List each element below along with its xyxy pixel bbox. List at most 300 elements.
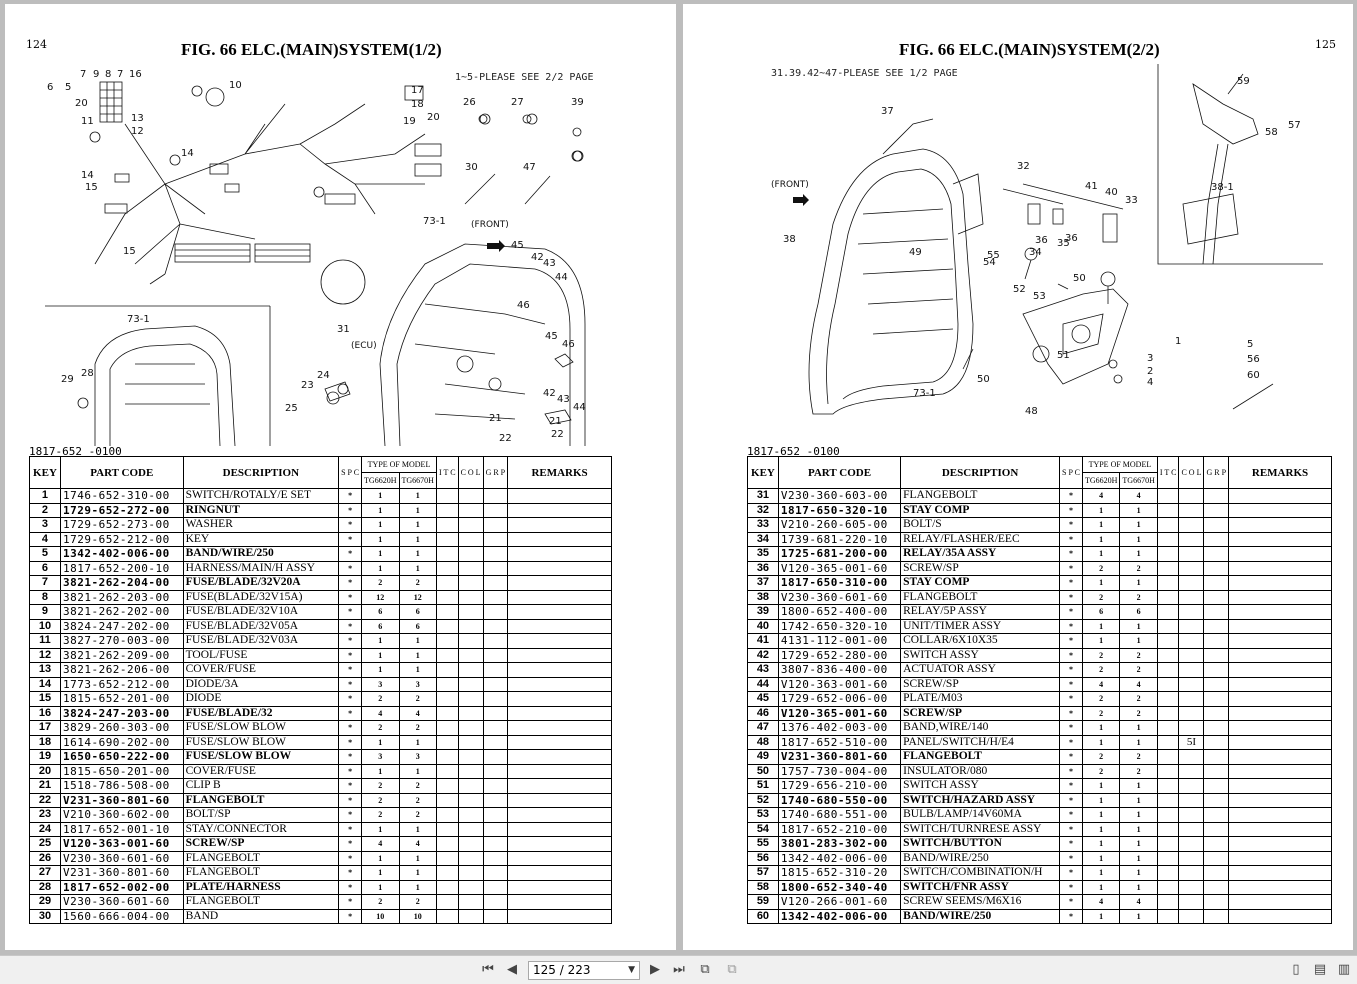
row-key: 21 [30,779,61,794]
row-part-code: V120-266-001-60 [778,895,900,910]
row-qty-model-2: 2 [399,692,436,707]
parts-table-body [30,489,612,924]
table-row [748,721,1332,736]
row-col [1179,750,1204,765]
row-spc: * [339,576,362,591]
row-qty-model-1: 1 [1082,909,1119,924]
row-col [458,779,483,794]
header-model-2: TG6670H [1120,473,1157,489]
row-key: 51 [748,779,779,794]
row-itc [436,793,458,808]
row-col [1179,895,1204,910]
callout-label: 9 [93,69,100,80]
row-spc: * [339,503,362,518]
callout-label: 43 [543,258,556,269]
row-key: 35 [748,547,779,562]
callout-label: (FRONT) [771,180,809,190]
row-description: RINGNUT [183,503,339,518]
row-col [458,909,483,924]
next-page-icon[interactable]: ▶ [650,962,660,977]
callout-label: 46 [562,339,575,350]
row-grp [483,909,508,924]
row-qty-model-1: 1 [1082,822,1119,837]
row-grp [1204,648,1229,663]
table-row [748,489,1332,504]
row-part-code: 3821-262-206-00 [60,663,183,678]
row-spc: * [339,648,362,663]
row-remarks [508,808,612,823]
row-remarks [1229,532,1332,547]
row-itc [436,590,458,605]
row-qty-model-2: 1 [1120,634,1157,649]
callout-label: 58 [1265,127,1278,138]
table-row [748,518,1332,533]
row-spc: * [339,706,362,721]
row-grp [483,576,508,591]
row-col [458,489,483,504]
row-spc: * [1060,793,1083,808]
row-key: 7 [30,576,61,591]
row-qty-model-2: 1 [1120,619,1157,634]
row-remarks [1229,808,1332,823]
row-remarks [1229,590,1332,605]
row-col [1179,503,1204,518]
row-grp [1204,779,1229,794]
row-spc: * [339,677,362,692]
row-key: 53 [748,808,779,823]
row-remarks [508,634,612,649]
row-grp [1204,764,1229,779]
row-grp [483,735,508,750]
row-description: FUSE/BLADE/32 [183,706,339,721]
row-grp [483,663,508,678]
row-col [458,503,483,518]
row-itc [436,532,458,547]
row-part-code: 1376-402-003-00 [778,721,900,736]
callout-label: 34 [1029,247,1042,258]
row-description: SCREW SEEMS/M6X16 [901,895,1060,910]
row-part-code: 3824-247-203-00 [60,706,183,721]
row-qty-model-1: 1 [362,532,399,547]
row-itc [436,909,458,924]
row-col [1179,909,1204,924]
callout-label: 16 [129,69,142,80]
row-remarks [1229,663,1332,678]
row-spc: * [339,590,362,605]
row-qty-model-2: 1 [1120,547,1157,562]
row-itc [436,677,458,692]
row-spc: * [1060,866,1083,881]
callout-label: 27 [511,97,524,108]
row-description: STAY/CONNECTOR [183,822,339,837]
row-part-code: 1817-652-210-00 [778,822,900,837]
row-description: PANEL/SWITCH/H/E4 [901,735,1060,750]
row-col [1179,764,1204,779]
callout-label: 50 [977,374,990,385]
single-page-view-icon[interactable]: ▯ [1292,962,1300,977]
row-col [1179,837,1204,852]
row-qty-model-1: 1 [1082,793,1119,808]
row-spc: * [339,764,362,779]
table-row [748,663,1332,678]
row-qty-model-1: 1 [1082,866,1119,881]
row-qty-model-2: 10 [399,909,436,924]
row-part-code: 3821-262-204-00 [60,576,183,591]
table-row [748,909,1332,924]
row-qty-model-1: 1 [1082,634,1119,649]
header-key: KEY [748,457,779,489]
row-part-code: 1739-681-220-10 [778,532,900,547]
row-spc: * [1060,619,1083,634]
table-row [748,866,1332,881]
callout-label: 46 [517,300,530,311]
first-page-icon[interactable]: ⏮ [482,962,494,977]
row-description: COLLAR/6X10X35 [901,634,1060,649]
row-qty-model-2: 1 [1120,721,1157,736]
row-description: FUSE/BLADE/32V03A [183,634,339,649]
row-spc: * [1060,634,1083,649]
callout-label: 47 [523,162,536,173]
callout-label: 11 [81,116,94,127]
row-description: FLANGEBOLT [183,895,339,910]
row-grp [1204,634,1229,649]
row-spc: * [1060,721,1083,736]
pdf-viewer-toolbar [0,955,1357,984]
row-qty-model-1: 6 [362,619,399,634]
row-spc: * [339,750,362,765]
row-qty-model-2: 1 [399,663,436,678]
header-col: C O L [1179,457,1204,489]
row-key: 31 [748,489,779,504]
row-remarks [508,547,612,562]
row-spc: * [1060,750,1083,765]
row-qty-model-1: 1 [362,880,399,895]
row-qty-model-2: 6 [399,605,436,620]
callout-label: 3 [1147,353,1154,364]
row-key: 6 [30,561,61,576]
row-description: COVER/FUSE [183,764,339,779]
row-part-code: 1725-681-200-00 [778,547,900,562]
row-qty-model-1: 2 [1082,706,1119,721]
row-description: CLIP B [183,779,339,794]
row-spc: * [339,561,362,576]
callout-label: 31 [337,324,350,335]
row-description: SWITCH/HAZARD ASSY [901,793,1060,808]
row-qty-model-2: 1 [1120,880,1157,895]
row-col [1179,822,1204,837]
two-page-view-icon[interactable]: ▥ [1337,962,1351,977]
row-qty-model-2: 1 [1120,576,1157,591]
callout-label: 28 [81,368,94,379]
table-row [748,561,1332,576]
row-remarks [508,648,612,663]
continuous-view-icon[interactable]: ▤ [1313,962,1327,977]
table-row [30,648,612,663]
table-row [30,663,612,678]
row-key: 1 [30,489,61,504]
row-col [458,677,483,692]
table-row [30,851,612,866]
row-spc: * [339,634,362,649]
row-col [1179,706,1204,721]
row-itc [1157,822,1179,837]
callout-label: 56 [1247,354,1260,365]
row-key: 15 [30,692,61,707]
row-spc: * [1060,518,1083,533]
row-grp [483,503,508,518]
row-description: SWITCH/COMBINATION/H [901,866,1060,881]
row-description: COVER/FUSE [183,663,339,678]
row-part-code: 1817-650-310-00 [778,576,900,591]
row-col [458,735,483,750]
row-key: 55 [748,837,779,852]
page-number-select[interactable] [528,961,640,980]
row-grp [1204,808,1229,823]
row-key: 28 [30,880,61,895]
row-itc [436,547,458,562]
callout-label: 12 [131,126,144,137]
table-row [748,547,1332,562]
row-spc: * [1060,895,1083,910]
right-page [683,4,1353,950]
row-qty-model-2: 4 [399,837,436,852]
row-qty-model-1: 4 [1082,489,1119,504]
row-col [458,793,483,808]
row-key: 60 [748,909,779,924]
callout-label: 2 [1147,366,1154,377]
callout-label: 42 [531,252,544,263]
row-remarks [508,532,612,547]
row-description: FUSE/SLOW BLOW [183,735,339,750]
row-itc [1157,706,1179,721]
row-col [1179,561,1204,576]
row-col [1179,779,1204,794]
row-itc [436,634,458,649]
row-description: SWITCH/ROTALY/E SET [183,489,339,504]
row-part-code: 3821-262-202-00 [60,605,183,620]
row-description: BAND/WIRE/250 [901,851,1060,866]
row-part-code: V120-365-001-60 [778,706,900,721]
row-qty-model-1: 1 [362,851,399,866]
callout-label: 45 [511,240,524,251]
row-itc [1157,764,1179,779]
diagram-drawing [763,64,1343,446]
row-part-code: 3827-270-003-00 [60,634,183,649]
row-grp [1204,735,1229,750]
row-key: 42 [748,648,779,663]
table-row [748,808,1332,823]
callout-label: 5 [1247,339,1254,350]
row-remarks [1229,793,1332,808]
row-spc: * [339,779,362,794]
go-back-icon[interactable]: ⧉ [700,962,710,977]
row-col [1179,677,1204,692]
row-spc: * [339,837,362,852]
row-remarks [508,837,612,852]
row-col [458,837,483,852]
row-spc: * [1060,489,1083,504]
row-description: FLANGEBOLT [901,750,1060,765]
row-key: 50 [748,764,779,779]
row-itc [1157,619,1179,634]
row-remarks [508,909,612,924]
row-part-code: V231-360-801-60 [778,750,900,765]
row-grp [1204,692,1229,707]
row-col [1179,648,1204,663]
row-grp [483,692,508,707]
row-itc [436,605,458,620]
row-key: 22 [30,793,61,808]
row-remarks [1229,605,1332,620]
row-grp [1204,750,1229,765]
row-grp [1204,590,1229,605]
prev-page-icon[interactable]: ◀ [507,962,517,977]
header-col: C O L [458,457,483,489]
row-col [1179,619,1204,634]
row-itc [436,518,458,533]
row-key: 41 [748,634,779,649]
row-grp [1204,880,1229,895]
row-key: 48 [748,735,779,750]
header-description: DESCRIPTION [901,457,1060,489]
row-qty-model-1: 2 [362,779,399,794]
row-key: 40 [748,619,779,634]
callout-label: 13 [131,113,144,124]
row-remarks [508,895,612,910]
row-spc: * [339,489,362,504]
row-itc [1157,735,1179,750]
row-grp [483,851,508,866]
row-itc [436,851,458,866]
row-description: INSULATOR/080 [901,764,1060,779]
row-key: 36 [748,561,779,576]
row-remarks [508,851,612,866]
row-itc [1157,590,1179,605]
row-part-code: 1740-680-550-00 [778,793,900,808]
chevron-down-icon: ▼ [628,965,635,975]
row-description: STAY COMP [901,503,1060,518]
row-part-code: 1560-666-004-00 [60,909,183,924]
go-forward-icon[interactable]: ⧉ [727,962,737,977]
row-key: 29 [30,895,61,910]
row-itc [1157,532,1179,547]
row-remarks [508,489,612,504]
row-part-code: V120-365-001-60 [778,561,900,576]
row-spc: * [1060,590,1083,605]
row-remarks [508,880,612,895]
row-qty-model-1: 2 [362,692,399,707]
table-row [30,735,612,750]
row-col: 5I [1179,735,1204,750]
row-key: 59 [748,895,779,910]
row-key: 52 [748,793,779,808]
row-spc: * [1060,503,1083,518]
row-spc: * [1060,808,1083,823]
row-col [458,605,483,620]
row-qty-model-1: 3 [362,750,399,765]
row-itc [1157,909,1179,924]
row-key: 38 [748,590,779,605]
row-qty-model-1: 4 [1082,895,1119,910]
table-row [30,837,612,852]
row-remarks [508,692,612,707]
row-col [1179,663,1204,678]
row-spc: * [1060,677,1083,692]
header-remarks: REMARKS [508,457,612,489]
callout-label: 33 [1125,195,1138,206]
row-qty-model-1: 4 [362,706,399,721]
row-remarks [508,764,612,779]
row-description: FLANGEBOLT [901,590,1060,605]
callout-label: 35 [1057,238,1070,249]
row-col [1179,489,1204,504]
table-row [748,677,1332,692]
table-row [30,866,612,881]
callout-label: 7 [117,69,124,80]
row-remarks [1229,779,1332,794]
row-qty-model-1: 2 [362,808,399,823]
header-grp: G R P [1204,457,1229,489]
row-grp [1204,721,1229,736]
row-grp [1204,547,1229,562]
row-part-code: 1817-652-002-00 [60,880,183,895]
row-remarks [508,793,612,808]
row-itc [1157,576,1179,591]
row-part-code: 1800-652-340-40 [778,880,900,895]
row-remarks [508,605,612,620]
row-remarks [1229,909,1332,924]
table-row [30,909,612,924]
table-row [748,532,1332,547]
row-grp [483,489,508,504]
last-page-icon[interactable]: ⏭ [673,962,685,977]
row-qty-model-1: 2 [1082,561,1119,576]
row-qty-model-1: 1 [362,764,399,779]
row-grp [1204,909,1229,924]
row-part-code: 3824-247-202-00 [60,619,183,634]
row-grp [1204,851,1229,866]
row-remarks [508,779,612,794]
header-spc: S P C [1060,457,1083,489]
row-col [1179,634,1204,649]
row-description: FUSE/SLOW BLOW [183,750,339,765]
row-key: 19 [30,750,61,765]
row-qty-model-2: 2 [399,576,436,591]
row-spc: * [1060,837,1083,852]
row-col [458,822,483,837]
row-grp [483,634,508,649]
table-row [748,764,1332,779]
row-qty-model-1: 1 [362,866,399,881]
row-itc [1157,561,1179,576]
row-key: 23 [30,808,61,823]
table-row [748,576,1332,591]
row-grp [1204,561,1229,576]
row-part-code: 1817-650-320-10 [778,503,900,518]
row-itc [1157,750,1179,765]
row-itc [1157,895,1179,910]
header-key: KEY [30,457,61,489]
row-spc: * [339,851,362,866]
header-model-2: TG6670H [399,473,436,489]
row-col [458,764,483,779]
row-qty-model-1: 2 [362,793,399,808]
row-key: 37 [748,576,779,591]
table-row [30,895,612,910]
row-remarks [1229,750,1332,765]
row-qty-model-1: 1 [1082,880,1119,895]
row-qty-model-1: 6 [1082,605,1119,620]
